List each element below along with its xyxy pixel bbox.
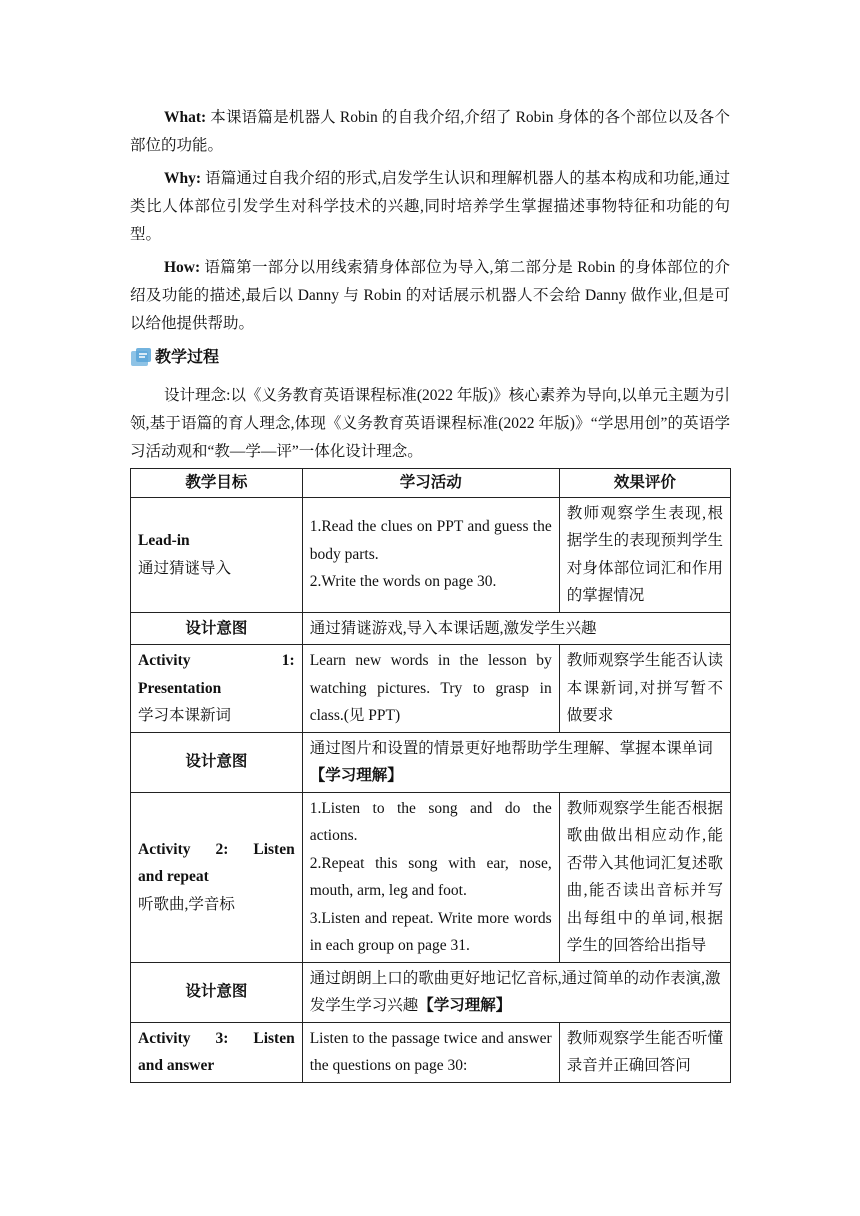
why-paragraph (130, 165, 730, 249)
section-title: 教学过程 (155, 349, 220, 366)
activity-item: 2.Repeat this song with ear, nose, mouth, arm, leg and foot. (309, 854, 552, 899)
intent-label: 设计意图 (131, 612, 303, 645)
intent-tag: 【学习理解】 (309, 767, 403, 784)
why-label: Why: (164, 170, 202, 187)
intent-label: 设计意图 (131, 732, 303, 792)
activity-cell (302, 497, 559, 612)
how-text: 语篇第一部分以用线索猜身体部位为导入,第二部分是 Robin 的身体部位的介绍及功能的描述,最后以 Danny 与 Robin 的对话展示机器人不会给 Danny 做作业,但是可以给他提供帮助。 (130, 259, 731, 332)
goal-english-part: 3: (215, 1029, 229, 1047)
intent-row (131, 612, 731, 645)
goal-english-part: 2: (215, 840, 229, 858)
goal-cell (131, 792, 303, 962)
header-activity: 学习活动 (302, 469, 559, 498)
section-heading (130, 344, 730, 372)
goal-english: and answer (138, 1057, 215, 1074)
activity-item: 1.Listen to the song and do the actions. (309, 799, 552, 844)
header-goal: 教学目标 (131, 469, 303, 498)
activity-cell: Learn new words in the lesson by watching pictures. Try to grasp in class.(见 PPT) (302, 645, 559, 733)
intent-tag: 【学习理解】 (418, 997, 512, 1014)
design-concept: 设计理念:以《义务教育英语课程标准(2022 年版)》核心素养为导向,以单元主题为引领,基于语篇的育人理念,体现《义务教育英语课程标准(2022 年版)》“学思用创”的英语学习活动观和“教—学—评”一体化设计理念。 (130, 387, 730, 460)
intent-text: 通过朗朗上口的歌曲更好地记忆音标,通过简单的动作表演,激发学生学习兴趣 (309, 969, 721, 1014)
what-text: 本课语篇是机器人 Robin 的自我介绍,介绍了 Robin 身体的各个部位以及各个部位的功能。 (130, 109, 731, 154)
goal-cell (131, 1022, 303, 1082)
activity-item: 3.Listen and repeat. Write more words in each group on page 31. (309, 909, 552, 954)
why-text: 语篇通过自我介绍的形式,启发学生认识和理解机器人的基本构成和功能,通过类比人体部位引发学生对科学技术的兴趣,同时培养学生掌握描述事物特征和功能的句型。 (130, 170, 730, 243)
teaching-process-table (130, 468, 731, 1083)
goal-chinese: 通过猜谜导入 (138, 559, 232, 577)
table-row (131, 1022, 731, 1082)
goal-chinese: 学习本课新词 (138, 707, 232, 724)
how-paragraph (130, 254, 730, 338)
goal-english: and repeat (138, 868, 209, 886)
what-paragraph (130, 104, 730, 160)
intent-cell (302, 962, 730, 1022)
evaluation-cell: 教师观察学生能否听懂录音并正确回答问 (559, 1022, 730, 1082)
evaluation-cell: 教师观察学生表现,根据学生的表现预判学生对身体部位词汇和作用的掌握情况 (559, 497, 730, 612)
section-bullet-icon (130, 347, 152, 369)
goal-english-part: 1: (281, 652, 295, 669)
goal-english-part: Activity (138, 652, 191, 669)
goal-english-part: Activity (138, 840, 191, 858)
goal-cell (131, 497, 303, 612)
goal-english-part: Activity (138, 1029, 191, 1047)
activity-cell: Listen to the passage twice and answer the questions on page 30: (302, 1022, 559, 1082)
intent-row (131, 732, 731, 792)
goal-english-line (138, 647, 295, 675)
goal-english-part: Listen (253, 840, 295, 858)
activity-item: 2.Write the words on page 30. (309, 573, 497, 591)
goal-english-line (138, 836, 295, 864)
document-page (130, 104, 730, 1083)
evaluation-cell: 教师观察学生能否根据歌曲做出相应动作,能否带入其他词汇复述歌曲,能否读出音标并写出每组中的单词,根据学生的回答给出指导 (559, 792, 730, 962)
table-row (131, 497, 731, 612)
goal-chinese: 听歌曲,学音标 (138, 895, 235, 913)
table-header-row (131, 469, 731, 498)
table-row (131, 645, 731, 733)
goal-english: Lead-in (138, 532, 190, 549)
activity-cell (302, 792, 559, 962)
what-label: What: (164, 109, 207, 126)
goal-cell (131, 645, 303, 733)
evaluation-cell: 教师观察学生能否认读本课新词,对拼写暂不做要求 (559, 645, 730, 733)
intent-cell (302, 732, 730, 792)
intent-text: 通过猜谜游戏,导入本课话题,激发学生兴趣 (302, 612, 730, 645)
intent-text: 通过图片和设置的情景更好地帮助学生理解、掌握本课单词 (309, 739, 713, 757)
goal-english-line (138, 1025, 295, 1053)
table-row (131, 792, 731, 962)
goal-english: Presentation (138, 679, 222, 697)
intent-row (131, 962, 731, 1022)
activity-item: 1.Read the clues on PPT and guess the body parts. (309, 518, 552, 563)
goal-english-part: Listen (253, 1029, 295, 1047)
how-label: How: (164, 259, 201, 276)
intent-label: 设计意图 (131, 962, 303, 1022)
header-evaluation: 效果评价 (559, 469, 730, 498)
